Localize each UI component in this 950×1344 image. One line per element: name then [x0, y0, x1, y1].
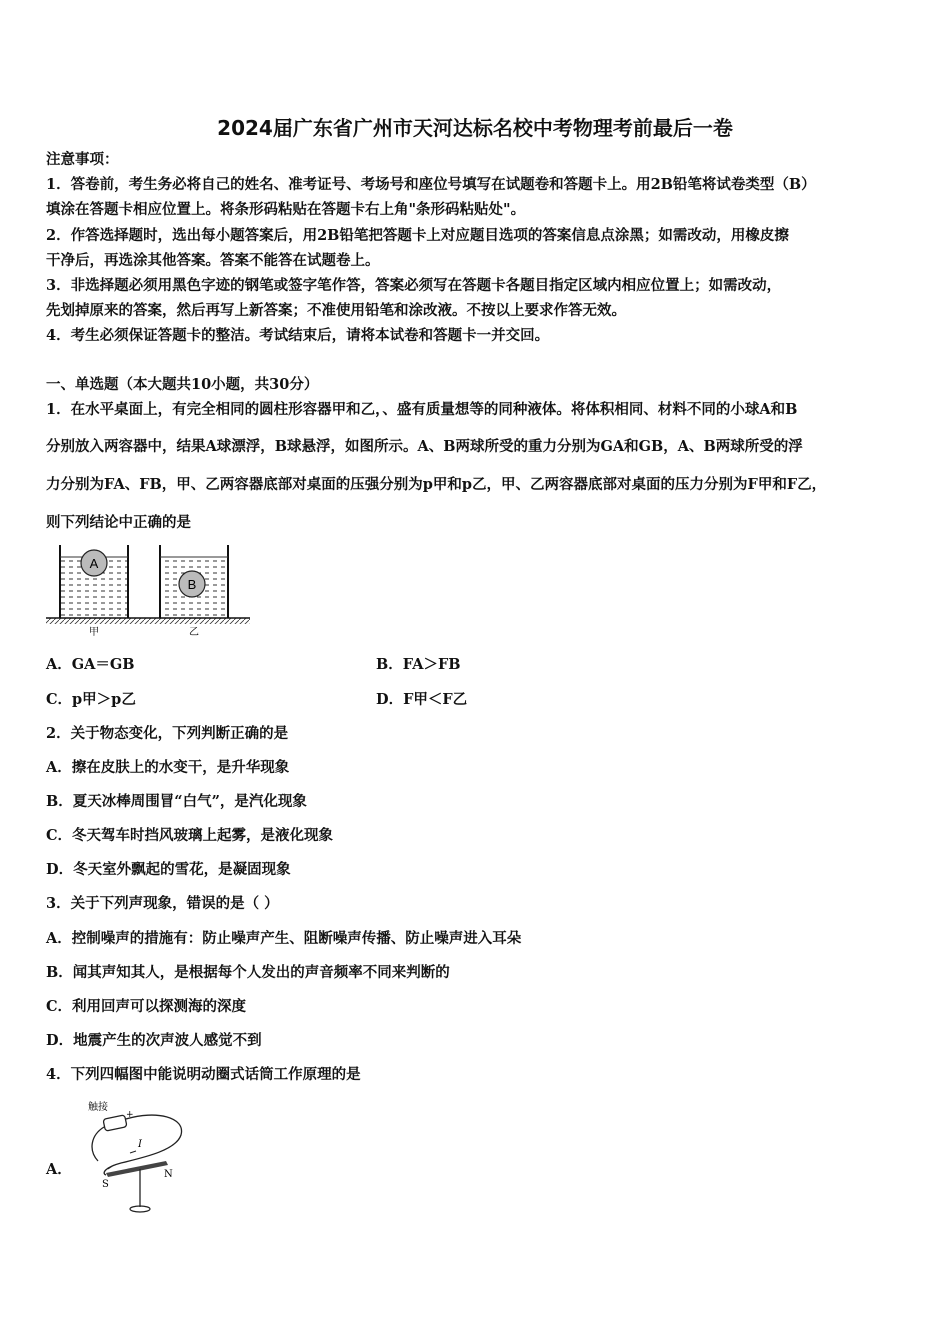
page-title: 2024届广东省广州市天河达标名校中考物理考前最后一卷	[217, 116, 733, 140]
q2-option-a[interactable]: A．擦在皮肤上的水变干，是升华现象	[46, 759, 290, 776]
q3-option-d[interactable]: D．地震产生的次声波人感觉不到	[46, 1032, 262, 1049]
q4-stem: 4．下列四幅图中能说明动圈式话筒工作原理的是	[46, 1066, 361, 1083]
notice-line: 1．答卷前，考生务必将自己的姓名、准考证号、考场号和座位号填写在试题卷和答题卡上。用2B铅笔将试卷类型（B）	[46, 176, 816, 193]
label-jia: 甲	[89, 627, 99, 638]
q2-option-c[interactable]: C．冬天驾车时挡风玻璃上起雾，是液化现象	[46, 827, 334, 844]
label-yi: 乙	[189, 627, 199, 638]
q3-option-a[interactable]: A．控制噪声的措施有：防止噪声产生、阻断噪声传播、防止噪声进入耳朵	[46, 930, 522, 947]
q1-line: 力分别为FA、FB，甲、乙两容器底部对桌面的压强分别为p甲和p乙，甲、乙两容器底部对桌面的压力分别为F甲和F乙，	[46, 476, 827, 493]
notice-line: 干净后，再选涂其他答案。答案不能答在试题卷上。	[46, 252, 380, 269]
notice-line: 4．考生必须保证答题卡的整洁。考试结束后，请将本试卷和答题卡一并交回。	[46, 327, 550, 344]
q4-option-a[interactable]: A．	[46, 1161, 72, 1178]
q4-option-a-figure	[76, 1095, 196, 1220]
q1-option-b[interactable]: B．FA＞FB	[376, 656, 461, 673]
q1-option-c[interactable]: C．p甲＞p乙	[46, 691, 136, 708]
notice-line: 3．非选择题必须用黑色字迹的钢笔或签字笔作答，答案必须写在答题卡各题目指定区域内相应位置上；如需改动，	[46, 277, 782, 294]
fig-label-s: S	[102, 1179, 109, 1190]
fig-label-contact: 触接	[88, 1102, 108, 1113]
fig-label-current: I	[138, 1139, 142, 1150]
q1-containers-figure	[44, 540, 254, 640]
notice-line: 填涂在答题卡相应位置上。将条形码粘贴在答题卡右上角"条形码粘贴处"。	[46, 201, 526, 218]
q3-stem: 3．关于下列声现象，错误的是（ ）	[46, 895, 279, 912]
q2-stem: 2．关于物态变化，下列判断正确的是	[46, 725, 289, 742]
fig-label-plus: +	[126, 1110, 134, 1120]
table-surface	[46, 618, 250, 624]
notice-heading: 注意事项：	[46, 151, 119, 168]
section-heading: 一、单选题（本大题共10小题，共30分）	[46, 376, 319, 393]
notice-line: 2．作答选择题时，选出每小题答案后，用2B铅笔把答题卡上对应题目选项的答案信息点涂黑；如需改动，用橡皮擦	[46, 227, 789, 244]
battery	[103, 1115, 127, 1131]
q3-option-b[interactable]: B．闻其声知其人，是根据每个人发出的声音频率不同来判断的	[46, 964, 450, 981]
q2-option-d[interactable]: D．冬天室外飘起的雪花，是凝固现象	[46, 861, 291, 878]
fig-label-n: N	[164, 1169, 173, 1180]
q1-line: 则下列结论中正确的是	[46, 514, 191, 531]
q3-option-c[interactable]: C．利用回声可以探测海的深度	[46, 998, 247, 1015]
notice-line: 先划掉原来的答案，然后再写上新答案；不准使用铅笔和涂改液。不按以上要求作答无效。	[46, 302, 626, 319]
q1-option-a[interactable]: A．GA＝GB	[46, 656, 135, 673]
q1-option-d[interactable]: D．F甲＜F乙	[376, 691, 468, 708]
ball-a-label: A	[89, 556, 99, 571]
ball-b-label: B	[187, 577, 197, 592]
compass-needle	[106, 1161, 168, 1177]
q1-line: 1．在水平桌面上，有完全相同的圆柱形容器甲和乙，、盛有质量想等的同种液体。将体积相同、材料不同的小球A和B	[46, 401, 798, 418]
q1-line: 分别放入两容器中，结果A球漂浮，B球悬浮，如图所示。A、B两球所受的重力分别为GA和GB，A、B两球所受的浮	[46, 438, 803, 455]
q2-option-b[interactable]: B．夏天冰棒周围冒“白气”，是汽化现象	[46, 793, 307, 810]
